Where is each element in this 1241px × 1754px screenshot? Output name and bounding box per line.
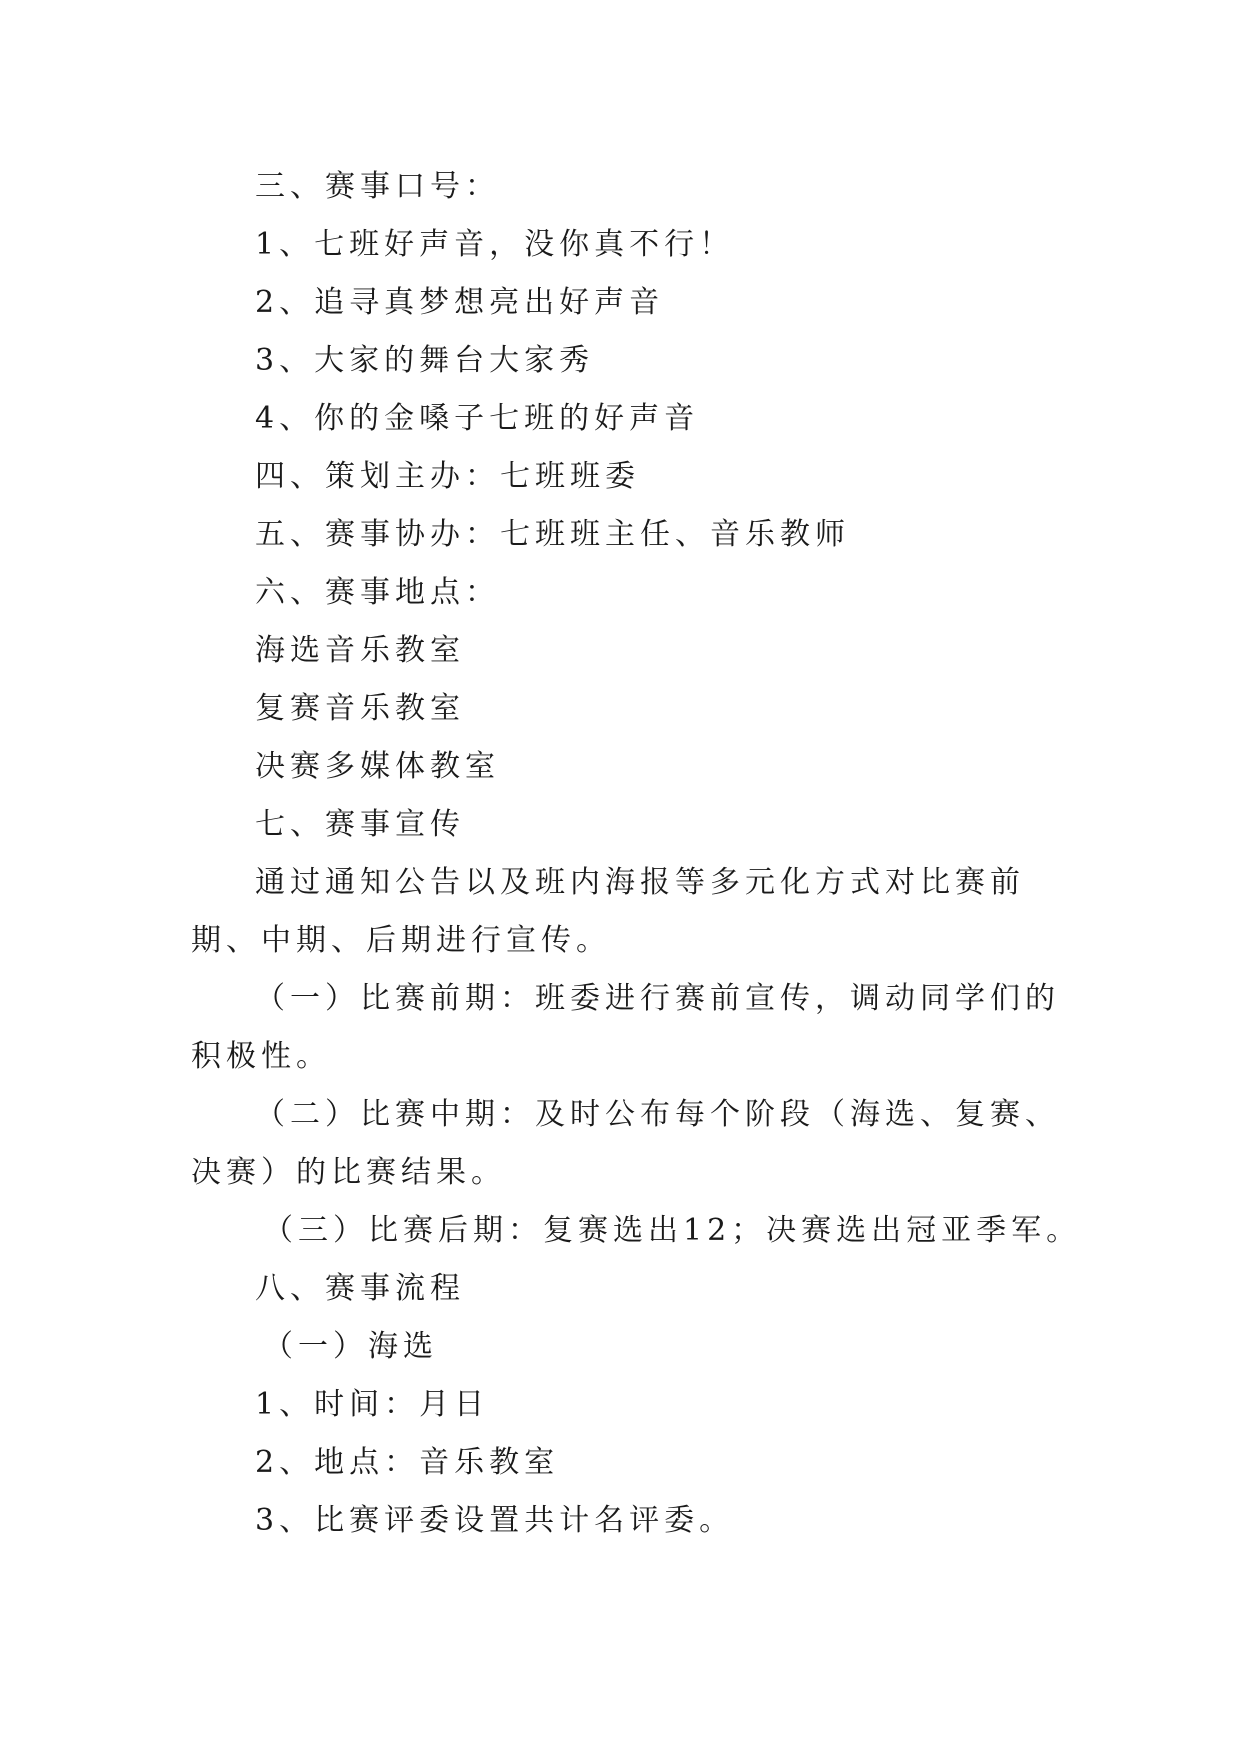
audition-detail: 2、地点：音乐教室 — [255, 1445, 560, 1480]
venue-item: 复赛音乐教室 — [255, 691, 465, 726]
venue-item: 决赛多媒体教室 — [255, 749, 500, 784]
audition-detail: 3、比赛评委设置共计名评委。 — [255, 1503, 735, 1538]
promotion-phase-paragraph: （二）比赛中期：及时公布每个阶段（海选、复赛、决赛）的比赛结果。 — [191, 1097, 1060, 1190]
subsection-heading-audition: （一）海选 — [263, 1329, 438, 1364]
section-heading-co-organizer: 五、赛事协办：七班班主任、音乐教师 — [255, 517, 850, 552]
slogan-item: 2、追寻真梦想亮出好声音 — [255, 285, 665, 320]
section-heading-slogan: 三、赛事口号： — [255, 169, 500, 204]
venue-item: 海选音乐教室 — [255, 633, 465, 668]
audition-detail: 1、时间：月日 — [255, 1387, 490, 1422]
promotion-paragraph: 通过通知公告以及班内海报等多元化方式对比赛前期、中期、后期进行宣传。 — [191, 865, 1025, 958]
slogan-item: 1、七班好声音，没你真不行！ — [255, 227, 735, 262]
section-heading-process: 八、赛事流程 — [255, 1271, 465, 1306]
promotion-phase-paragraph: （一）比赛前期：班委进行赛前宣传，调动同学们的积极性。 — [191, 981, 1060, 1074]
promotion-phase-paragraph: （三）比赛后期：复赛选出12；决赛选出冠亚季军。 — [263, 1213, 1082, 1248]
slogan-item: 3、大家的舞台大家秀 — [255, 343, 595, 378]
section-heading-venue: 六、赛事地点： — [255, 575, 500, 610]
slogan-item: 4、你的金嗓子七班的好声音 — [255, 401, 700, 436]
section-heading-organizer: 四、策划主办：七班班委 — [255, 459, 640, 494]
document-body — [191, 158, 1082, 1550]
section-heading-promotion: 七、赛事宣传 — [255, 807, 465, 842]
